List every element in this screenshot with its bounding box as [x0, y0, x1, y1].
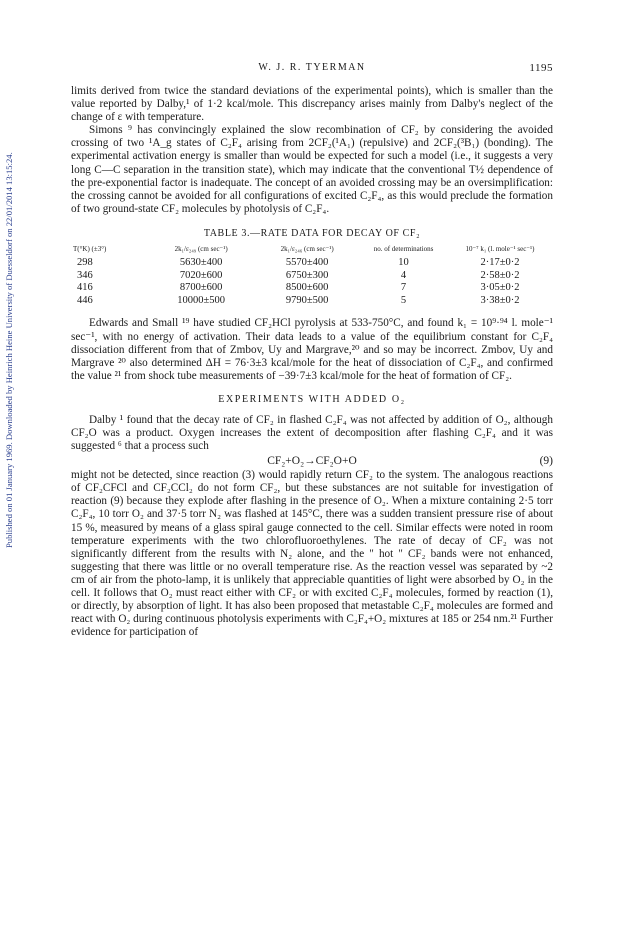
cell-ratio-249: 8700±600 — [179, 282, 223, 294]
table-3-title: TABLE 3.—RATE DATA FOR DECAY OF CF₂ — [203, 227, 421, 239]
cell-ratio-249: 7020±600 — [179, 269, 223, 281]
equation-number: (9) — [539, 455, 553, 468]
author-heading: W. J. R. TYERMAN — [258, 62, 366, 73]
paragraph-3: Edwards and Small ¹⁹ have studied CF₂HCl pyrolysis at 533-750°C, and found k₁ = 10⁹·⁹⁴ l. mole⁻¹ sec⁻¹, with no energy of activation. Their data leads to a value of the equilibrium constant for C₂F₄ dissociation different from that of Zmbov, Uy and Margrave,²⁰ and so may be incorrect. Zmbov, Uy and Margrave ²⁰ also determined ΔH = 76·3±3 kcal/mole for the heat of dissociation of C₂F₄, and confirmed the value ²¹ from shock tube measurements of −39·7±3 kcal/mole for the heat of formation of CF₂. — [71, 317, 553, 382]
paper-page — [71, 62, 553, 639]
running-header — [71, 62, 553, 76]
table-row — [71, 282, 553, 295]
cell-temperature: 416 — [77, 282, 93, 294]
cell-determinations: 10 — [398, 257, 409, 269]
cell-determinations: 7 — [400, 282, 407, 294]
cell-temperature: 446 — [77, 294, 93, 306]
cell-k1: 3·38±0·2 — [480, 294, 520, 306]
page-number: 1195 — [529, 62, 553, 74]
table-row — [71, 270, 553, 283]
cell-k1: 2·17±0·2 — [480, 257, 520, 269]
cell-determinations: 5 — [400, 294, 407, 306]
cell-temperature: 346 — [77, 269, 93, 281]
header-determinations: no. of determinations — [373, 244, 434, 253]
table-row — [71, 257, 553, 270]
table-header-row — [71, 245, 553, 258]
table-row — [71, 295, 553, 308]
equation-9 — [71, 453, 553, 469]
cell-ratio-249: 10000±500 — [177, 294, 225, 306]
cell-ratio-246: 6750±300 — [285, 269, 329, 281]
rate-data-table — [71, 245, 553, 308]
cell-temperature: 298 — [77, 257, 93, 269]
paragraph-4: Dalby ¹ found that the decay rate of CF₂ in flashed C₂F₄ was not affected by addition of O₂, although CF₂O was a product. Oxygen increases the extent of decomposition after flashing C₂F₄ and it was suggested ⁶ that a process such — [71, 413, 553, 453]
equation-text: CF₂+O₂→CF₂O+O — [267, 455, 357, 468]
cell-k1: 3·05±0·2 — [480, 282, 520, 294]
paragraph-5: might not be detected, since reaction (3) would rapidly return CF₂ to the system. The analogous reactions of CF₂CFCl and CF₂CCl₂ do not form CF₂, but these substances are not suitable for investigation of reaction (9) because they explode after flashing in the presence of O₂. When a mixture containing 2·5 torr C₂F₄, 10 torr O₂ and 37·5 torr N₂ was flashed at 145°C, there was a sudden transient pressure rise of about 15 %, measured by means of a glass spiral gauge connected to the cell. Similar effects were noted in room temperature experiments with the two chlorofluoroethylenes. The rate of decay of CF₂ was not significantly different from the results with N₂ alone, and the " hot " CF₂ bands were not enhanced, suggesting that there was little or no overall temperature rise. As the reaction vessel was separated by ~2 cm of air from the photo-lamp, it is unlikely that appreciable quantities of light were absorbed by O₂ in the cell. It follows that O₂ must react either with CF₂ or with excited C₂F₄ molecules, formed by reaction (1), or directly, by absorption of light. It has also been proposed that metastable C₂F₄ molecules are formed and react with O₂ during continuous photolysis experiments with C₂F₄+O₂ mixtures at 185 or 254 nm.²¹ Further evidence for participation of — [71, 469, 553, 639]
header-ratio-249: 2k₁/ε₂₄₉ (cm sec⁻¹) — [174, 244, 228, 253]
cell-ratio-246: 8500±600 — [285, 282, 329, 294]
cell-ratio-246: 5570±400 — [285, 257, 329, 269]
paragraph-2: Simons ⁹ has convincingly explained the slow recombination of CF₂ by considering the avoided crossing of two ¹A_g states of C₂F₄ arising from 2CF₂(¹A₁) (repulsive) and 2CF₂(³B₁) (bonding). The experimental activation energy is smaller than would be expected for such a model (i.e., it suggests a very long C—C separation in the transition state), which may indicate that the conventional T½ dependence of the pre-exponential factor is inadequate. The concept of an avoided crossing may be an oversimplification: the crossing cannot be avoided for all configurations of excited C₂F₄, as this would preclude the formation of two ground-state CF₂ molecules by photolysis of C₂F₄. — [71, 124, 553, 215]
cell-k1: 2·58±0·2 — [480, 269, 520, 281]
download-watermark: Published on 01 January 1969. Downloaded by Heinrich Heine University of Duesseldorf on 22/01/2014 13:15:24. — [4, 152, 14, 548]
cell-determinations: 4 — [400, 269, 407, 281]
cell-ratio-249: 5630±400 — [179, 257, 223, 269]
header-k1: 10⁻⁷ k₁ (l. mole⁻¹ sec⁻¹) — [465, 244, 535, 253]
paragraph-1: limits derived from twice the standard deviations of the experimental points), which is smaller than the value reported by Dalby,¹ of 1·2 kcal/mole. This discrepancy arises mainly from Dalby's neglect of the change of ε with temperature. — [71, 85, 553, 124]
section-heading: EXPERIMENTS WITH ADDED O₂ — [218, 393, 406, 405]
header-ratio-246: 2k₁/ε₂₄₆ (cm sec⁻¹) — [280, 244, 334, 253]
header-temperature: T(°K) (±3°) — [73, 244, 107, 253]
cell-ratio-246: 9790±500 — [285, 294, 329, 306]
